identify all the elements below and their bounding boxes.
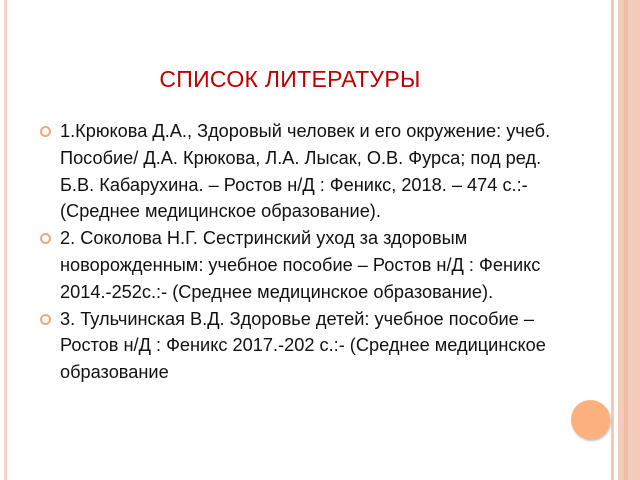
- right-border-line: [611, 0, 614, 480]
- list-item-text: 3. Тульчинская В.Д. Здоровье детей: учебное пособие – Ростов н/Д : Феникс 2017.-202 с.:- (Среднее медицинское образование: [60, 308, 546, 383]
- list-item: [40, 225, 580, 305]
- list-item: [40, 118, 580, 225]
- bibliography-list: [40, 118, 580, 386]
- decorative-circle-icon: [571, 400, 610, 439]
- right-border-band: [618, 0, 640, 480]
- slide-title: СПИСОК ЛИТЕРАТУРЫ: [159, 66, 421, 92]
- list-item: [40, 306, 580, 386]
- list-item-text: 1.Крюкова Д.А., Здоровый человек и его окружение: учеб. Пособие/ Д.А. Крюкова, Л.А. Лысак, О.В. Фурса; под ред. Б.В. Кабарухина. – Ростов н/Д : Феникс, 2018. – 474 с.:- (Среднее медицинское образование).: [60, 121, 551, 222]
- bullet-icon: [40, 233, 51, 244]
- bullet-icon: [40, 314, 51, 325]
- right-border-stripe: [624, 0, 628, 480]
- bullet-icon: [40, 126, 51, 137]
- list-item-text: 2. Соколова Н.Г. Сестринский уход за здоровым новорожденным: учебное пособие – Ростов н/Д : Феникс 2014.-252с.:- (Среднее медицинское образование).: [60, 228, 541, 302]
